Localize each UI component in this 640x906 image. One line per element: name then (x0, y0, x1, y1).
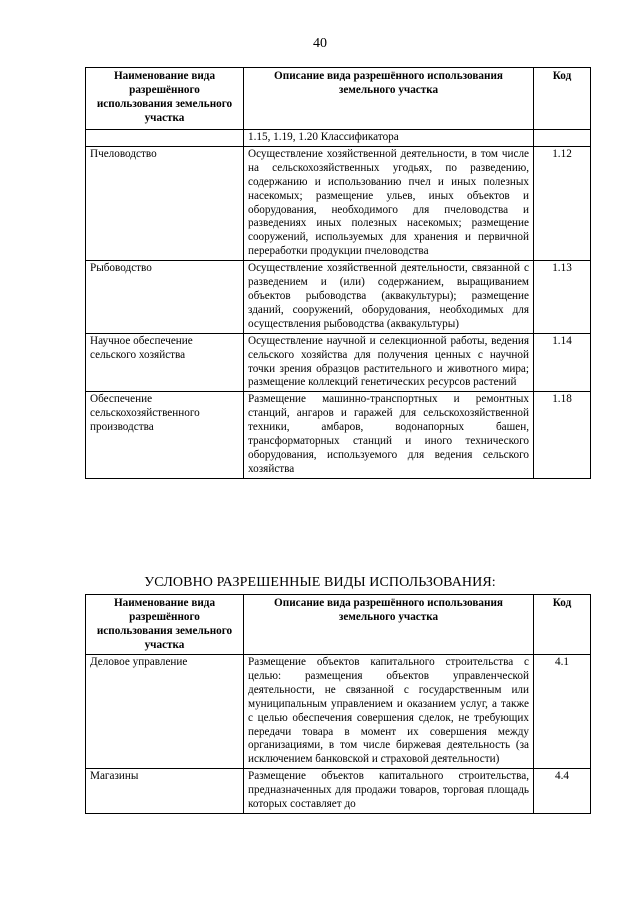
row-description: Размещение объектов капитального строительства, предназначенных для продажи товаров, торговая площадь которых составляет до (244, 769, 534, 814)
page-number: 40 (313, 36, 327, 51)
header-name: Наименование вида разрешённого использования земельного участка (86, 595, 244, 655)
table-row (86, 146, 591, 260)
row-name: Научное обеспечение сельского хозяйства (86, 333, 244, 392)
header-name: Наименование вида разрешённого использования земельного участка (86, 68, 244, 130)
header-code: Код (534, 68, 591, 130)
row-name: Пчеловодство (86, 146, 244, 260)
table-row (86, 130, 591, 147)
row-code: 1.12 (534, 146, 591, 260)
row-name: Деловое управление (86, 655, 244, 769)
section-heading: УСЛОВНО РАЗРЕШЕННЫЕ ВИДЫ ИСПОЛЬЗОВАНИЯ: (144, 575, 496, 590)
permitted-uses-table (85, 67, 591, 479)
table-row (86, 655, 591, 769)
conditional-uses-table (85, 594, 591, 814)
row-description: Осуществление хозяйственной деятельности, в том числе на сельскохозяйственных угодьях, по разведению, содержанию и использованию пчел и иных полезных насекомых; размещение ульев, иных объектов и оборудования, необходимого для пчеловодства и разведениях иных полезных насекомых; размещение сооружений, используемых для хранения и первичной переработки продукции пчеловодства (244, 146, 534, 260)
row-code: 1.18 (534, 392, 591, 478)
row-name: Рыбоводство (86, 261, 244, 334)
row-code: 1.13 (534, 261, 591, 334)
table-row (86, 333, 591, 392)
row-code (534, 130, 591, 147)
table-header-row (86, 68, 591, 130)
table-header-row (86, 595, 591, 655)
row-code: 1.14 (534, 333, 591, 392)
row-code: 4.4 (534, 769, 591, 814)
row-description: Размещение объектов капитального строительства с целью: размещения объектов управленческой деятельности, не связанной с государственным или муниципальным управлением и оказанием услуг, а также с целью обеспечения совершения сделок, не требующих передачи товара в момент их совершения между организациями, в том числе биржевая деятельность (за исключением банковской и страховой деятельности) (244, 655, 534, 769)
header-description: Описание вида разрешённого использования земельного участка (244, 595, 534, 655)
row-code: 4.1 (534, 655, 591, 769)
header-description: Описание вида разрешённого использования земельного участка (244, 68, 534, 130)
table-row (86, 261, 591, 334)
row-description: Размещение машинно-транспортных и ремонтных станций, ангаров и гаражей для сельскохозяйственной техники, амбаров, водонапорных башен, трансформаторных станций и иного технического оборудования, используемого для ведения сельского хозяйства (244, 392, 534, 478)
row-description: 1.15, 1.19, 1.20 Классификатора (244, 130, 534, 147)
row-name: Магазины (86, 769, 244, 814)
row-description: Осуществление хозяйственной деятельности, связанной с разведением и (или) содержанием, выращиванием объектов рыбоводства (аквакультуры); размещение зданий, сооружений, оборудования, необходимых для осуществления рыбоводства (аквакультуры) (244, 261, 534, 334)
row-name (86, 130, 244, 147)
row-name: Обеспечение сельскохозяйственного производства (86, 392, 244, 478)
table-row (86, 769, 591, 814)
header-code: Код (534, 595, 591, 655)
table-row (86, 392, 591, 478)
row-description: Осуществление научной и селекционной работы, ведения сельского хозяйства для получения ценных с научной точки зрения образцов растительного и животного мира; размещение коллекций генетических ресурсов растений (244, 333, 534, 392)
